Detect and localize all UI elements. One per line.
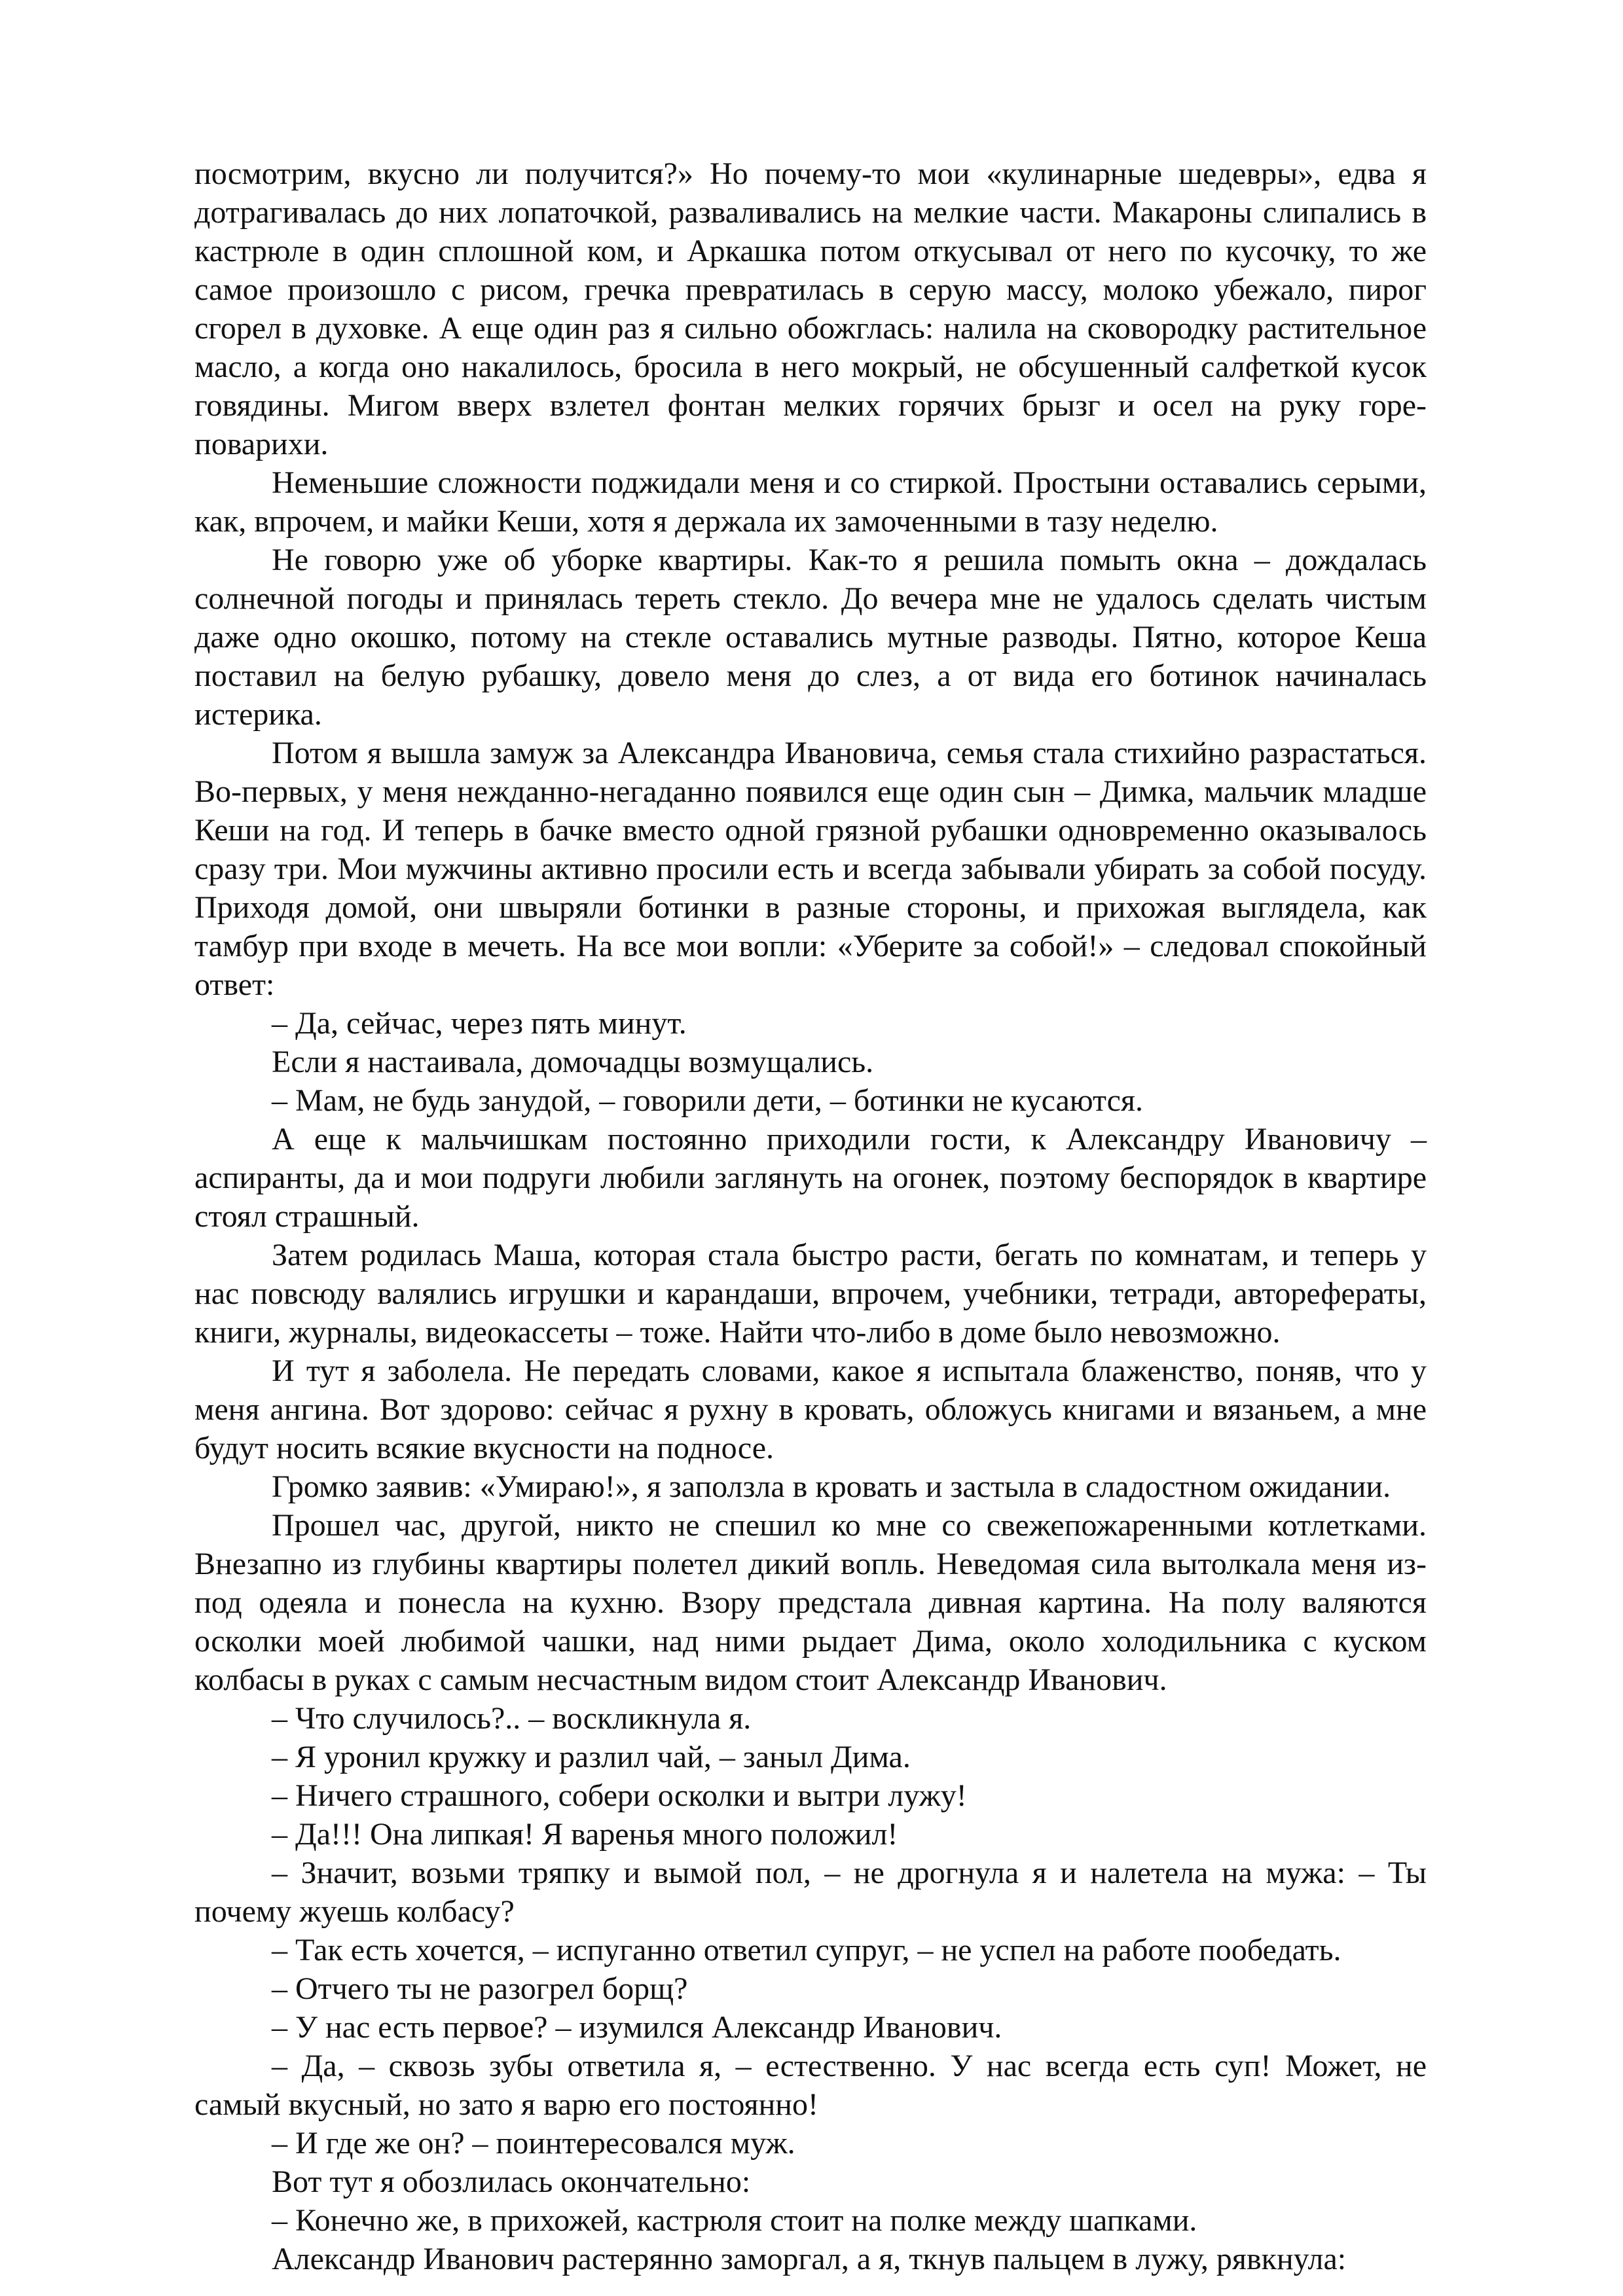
paragraph: Не говорю уже об уборке квартиры. Как-то я решила помыть окна – дождалась солнечной погоды и принялась тереть стекло. До вечера мне не удалось сделать чистым даже одно окошко, потому на стекле оставались мутные разводы. Пятно, которое Кеша поставил на белую рубашку, довело меня до слез, а от вида его ботинок начиналась истерика. — [194, 543, 1427, 732]
paragraph: Неменьшие сложности поджидали меня и со стиркой. Простыни оставались серыми, как, впрочем, и майки Кеши, хотя я держала их замоченными в тазу неделю. — [194, 465, 1427, 539]
paragraph: Прошел час, другой, никто не спешил ко мне со свежепожаренными котлетками. Внезапно из глубины квартиры полетел дикий вопль. Неведомая сила вытолкала меня из-под одеяла и понесла на кухню. Взору предстала дивная картина. На полу валяются осколки моей любимой чашки, над ними рыдает Дима, около холодильника с куском колбасы в руках с самым несчастным видом стоит Александр Иванович. — [194, 1508, 1427, 1697]
dialogue-line: – Да, сейчас, через пять минут. — [272, 1006, 687, 1041]
document-text — [194, 154, 1427, 2278]
dialogue-line: – Значит, возьми тряпку и вымой пол, – не дрогнула я и налетела на мужа: – Ты почему жуешь колбасу? — [194, 1856, 1427, 1929]
dialogue-line: – У нас есть первое? – изумился Александр Иванович. — [272, 2010, 1002, 2045]
dialogue-line: – Отчего ты не разогрел борщ? — [272, 1971, 688, 2006]
dialogue-line: – Конечно же, в прихожей, кастрюля стоит на полке между шапками. — [272, 2203, 1197, 2238]
dialogue-line: – Мам, не будь занудой, – говорили дети, – ботинки не кусаются. — [272, 1083, 1143, 1118]
dialogue-line: – Ничего страшного, собери осколки и вытри лужу! — [272, 1778, 967, 1813]
dialogue-line: – И где же он? – поинтересовался муж. — [272, 2126, 795, 2161]
paragraph: Затем родилась Маша, которая стала быстро расти, бегать по комнатам, и теперь у нас повсюду валялись игрушки и карандаши, впрочем, учебники, тетради, авторефераты, книги, журналы, видеокассеты – тоже. Найти что-либо в доме было невозможно. — [194, 1238, 1427, 1350]
paragraph: Александр Иванович растерянно заморгал, а я, ткнув пальцем в лужу, рявкнула: — [272, 2242, 1347, 2276]
dialogue-line: – Что случилось?.. – воскликнула я. — [272, 1701, 752, 1736]
dialogue-line: – Я уронил кружку и разлил чай, – заныл Дима. — [272, 1740, 911, 1774]
paragraph: посмотрим, вкусно ли получится?» Но почему-то мои «кулинарные шедевры», едва я дотрагивалась до них лопаточкой, разваливались на мелкие части. Макароны слипались в кастрюле в один сплошной ком, и Аркашка потом откусывал от него по кусочку, то же самое произошло с рисом, гречка превратилась в серую массу, молоко убежало, пирог сгорел в духовке. А еще один раз я сильно обожглась: налила на сковородку растительное масло, а когда оно накалилось, бросила в него мокрый, не обсушенный салфеткой кусок говядины. Мигом вверх взлетел фонтан мелких горячих брызг и осел на руку горе-поварихи. — [194, 156, 1427, 461]
paragraph: И тут я заболела. Не передать словами, какое я испытала блаженство, поняв, что у меня ангина. Вот здорово: сейчас я рухну в кровать, обложусь книгами и вязаньем, а мне будут носить всякие вкусности на подносе. — [194, 1354, 1427, 1465]
paragraph: Потом я вышла замуж за Александра Ивановича, семья стала стихийно разрастаться. Во-первых, у меня нежданно-негаданно появился еще один сын – Димка, мальчик младше Кеши на год. И теперь в бачке вместо одной грязной рубашки одновременно оказывалось сразу три. Мои мужчины активно просили есть и всегда забывали убирать за собой посуду. Приходя домой, они швыряли ботинки в разные стороны, и прихожая выглядела, как тамбур при входе в мечеть. На все мои вопли: «Уберите за собой!» – следовал спокойный ответ: — [194, 736, 1427, 1002]
dialogue-line: – Так есть хочется, – испуганно ответил супруг, – не успел на работе пообедать. — [272, 1933, 1341, 1967]
paragraph: Если я настаивала, домочадцы возмущались. — [272, 1045, 874, 1079]
paragraph: Громко заявив: «Умираю!», я заползла в кровать и застыла в сладостном ожидании. — [272, 1469, 1391, 1504]
paragraph: А еще к мальчишкам постоянно приходили гости, к Александру Ивановичу – аспиранты, да и мои подруги любили заглянуть на огонек, поэтому беспорядок в квартире стоял страшный. — [194, 1122, 1427, 1234]
dialogue-line: – Да, – сквозь зубы ответила я, – естественно. У нас всегда есть суп! Может, не самый вкусный, но зато я варю его постоянно! — [194, 2049, 1427, 2122]
paragraph: Вот тут я обозлилась окончательно: — [272, 2164, 751, 2199]
dialogue-line: – Да!!! Она липкая! Я варенья много положил! — [272, 1817, 898, 1852]
